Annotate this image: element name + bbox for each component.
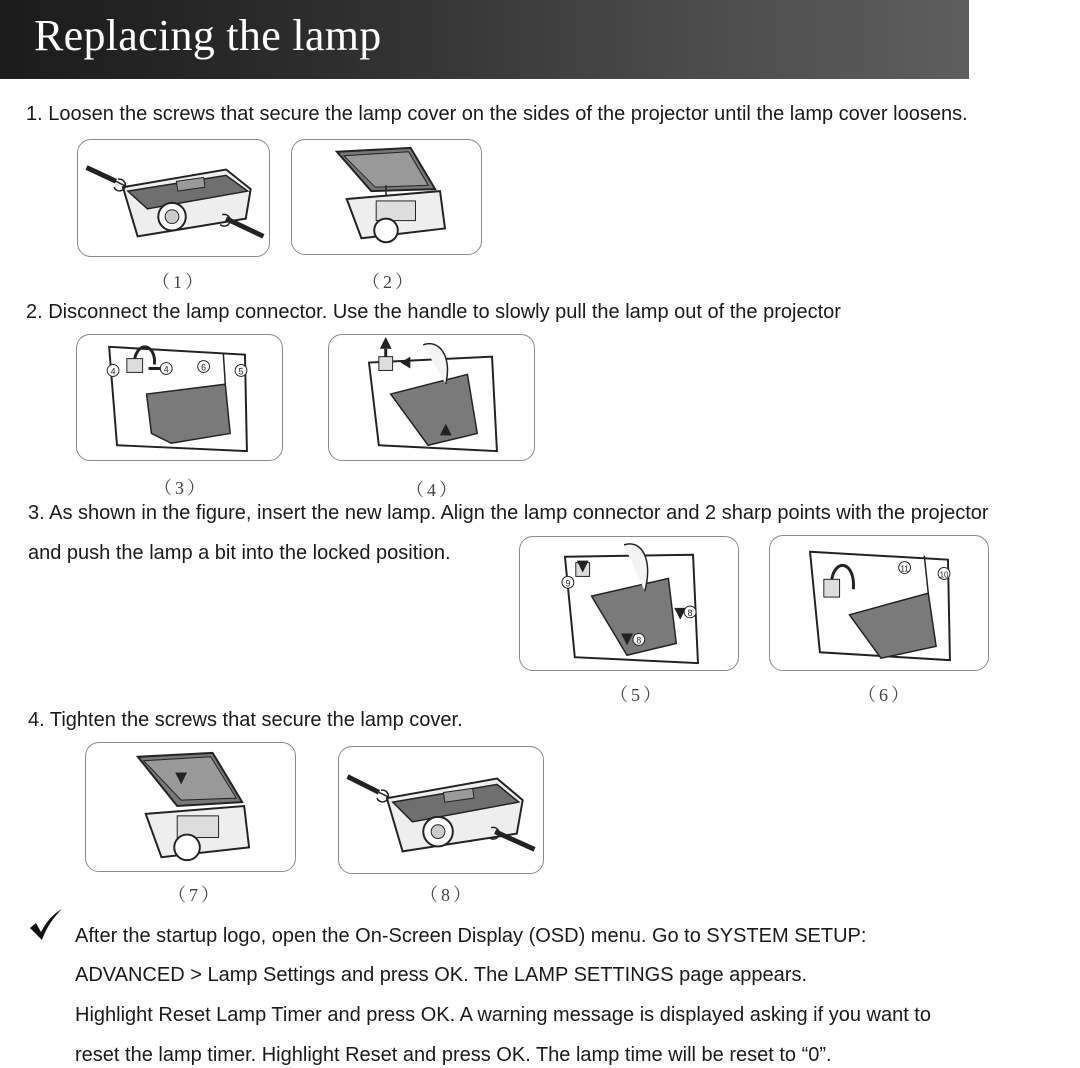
lamp-cover-open-drawing (292, 140, 481, 254)
figure-2-caption: （2） (362, 272, 416, 292)
step-3-text-line-2: and push the lamp a bit into the locked position. (28, 542, 451, 564)
figure-3-illustration (76, 334, 283, 461)
step-1-text: 1. Loosen the screws that secure the lamp cover on the sides of the projector until the lamp cover loosens. (26, 103, 968, 125)
note-line-1: After the startup logo, open the On-Screen Display (OSD) menu. Go to SYSTEM SETUP: (75, 925, 867, 947)
figure-6-caption: （6） (858, 685, 912, 705)
step-2-text: 2. Disconnect the lamp connector. Use the handle to slowly pull the lamp out of the projector (26, 301, 841, 323)
title-banner (0, 0, 969, 79)
callout-6-label: 6 (201, 362, 207, 373)
figure-4-caption: （4） (406, 480, 460, 500)
insert-new-lamp-drawing (520, 537, 738, 670)
projector-screwdriver-drawing (78, 140, 269, 256)
checkmark-icon (28, 908, 64, 944)
callout-5-label: 5 (238, 366, 244, 377)
figure-8-caption: （8） (420, 885, 474, 905)
figure-1-illustration (77, 139, 270, 257)
figure-6-illustration (769, 535, 989, 671)
figure-4-illustration (328, 334, 535, 461)
note-line-2: ADVANCED > Lamp Settings and press OK. The LAMP SETTINGS page appears. (75, 964, 808, 986)
callout-8-right-label: 8 (687, 607, 693, 618)
callout-4-left-label: 4 (110, 366, 116, 377)
note-line-3: Highlight Reset Lamp Timer and press OK. A warning message is displayed asking if you want to (75, 1004, 931, 1026)
callout-11-label: 11 (900, 564, 909, 574)
figure-7-illustration (85, 742, 296, 872)
locked-lamp-drawing (770, 536, 988, 670)
step-4-text: 4. Tighten the screws that secure the lamp cover. (28, 709, 463, 731)
figure-5-caption: （5） (610, 685, 664, 705)
callout-9-label: 9 (565, 578, 571, 589)
tighten-screws-drawing (339, 747, 543, 873)
figure-2-illustration (291, 139, 482, 255)
figure-5-illustration (519, 536, 739, 671)
figure-1-caption: （1） (152, 272, 206, 292)
note-line-4: reset the lamp timer. Highlight Reset and press OK. The lamp time will be reset to “0”. (75, 1044, 832, 1066)
page-title: Replacing the lamp (34, 11, 382, 60)
figure-7-caption: （7） (168, 885, 222, 905)
callout-10-label: 10 (939, 570, 949, 580)
figure-8-illustration (338, 746, 544, 874)
figure-3-caption: （3） (154, 478, 208, 498)
lamp-connector-drawing (77, 335, 282, 460)
step-3-text-line-1: 3. As shown in the figure, insert the new lamp. Align the lamp connector and 2 sharp points with the projector (28, 502, 989, 524)
callout-4-right-label: 4 (163, 364, 169, 375)
lamp-pull-out-drawing (329, 335, 534, 460)
callout-8-bottom-label: 8 (636, 635, 642, 646)
lamp-cover-close-drawing (86, 743, 295, 871)
